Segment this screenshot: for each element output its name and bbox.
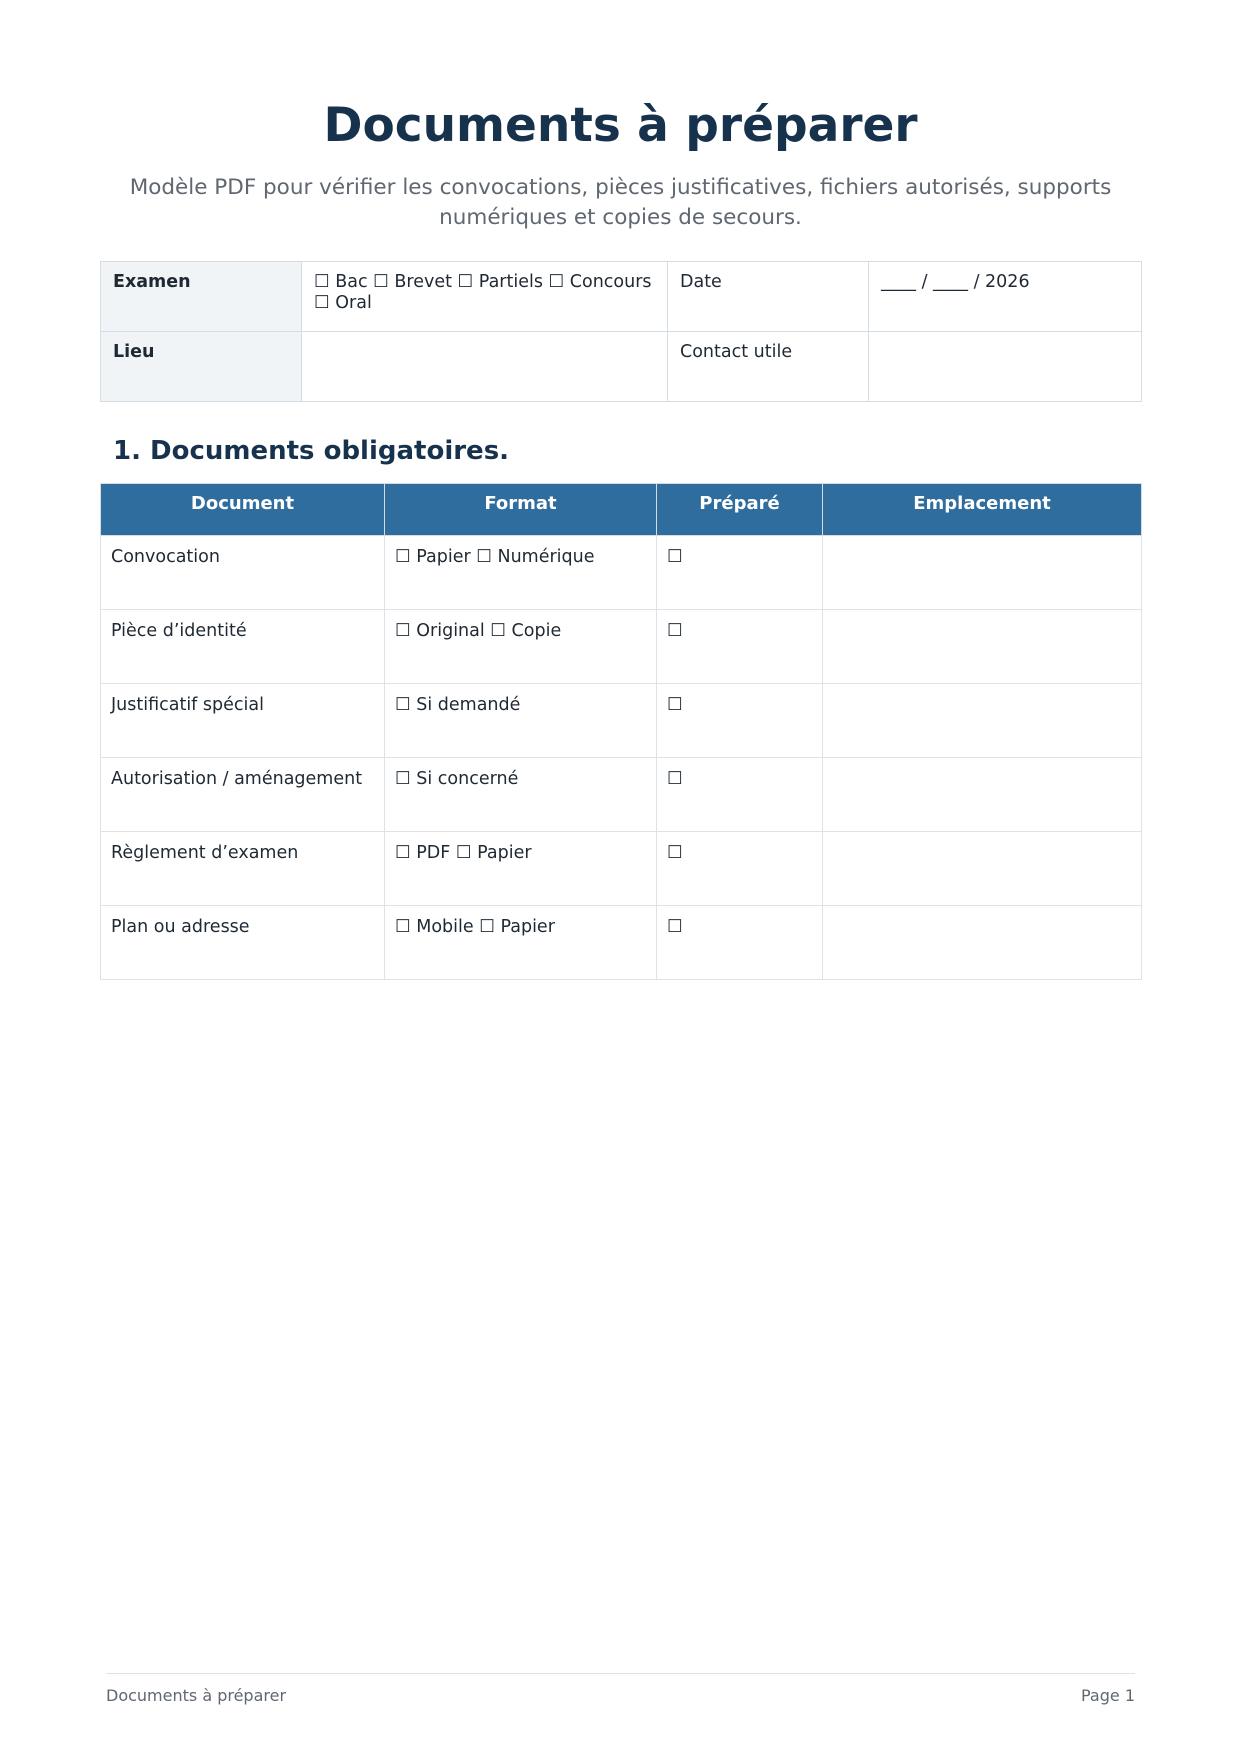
prepared-checkbox[interactable]: ☐ bbox=[657, 536, 823, 610]
document-cell: Plan ou adresse bbox=[101, 906, 385, 980]
contact-field[interactable] bbox=[869, 332, 1142, 402]
location-cell[interactable] bbox=[823, 610, 1142, 684]
column-header-location: Emplacement bbox=[823, 484, 1142, 536]
location-cell[interactable] bbox=[823, 906, 1142, 980]
column-header-prepared: Préparé bbox=[657, 484, 823, 536]
table-row bbox=[101, 684, 1142, 758]
documents-table bbox=[100, 483, 1142, 980]
document-cell: Règlement d’examen bbox=[101, 832, 385, 906]
table-row bbox=[101, 832, 1142, 906]
format-cell[interactable]: ☐ Si concerné bbox=[385, 758, 657, 832]
document-cell: Autorisation / aménagement bbox=[101, 758, 385, 832]
format-cell[interactable]: ☐ Original ☐ Copie bbox=[385, 610, 657, 684]
page-title: Documents à préparer bbox=[323, 98, 918, 153]
date-field[interactable]: ____ / ____ / 2026 bbox=[869, 262, 1142, 332]
location-cell[interactable] bbox=[823, 684, 1142, 758]
exam-options-field[interactable]: ☐ Bac ☐ Brevet ☐ Partiels ☐ Concours ☐ Oral bbox=[302, 262, 668, 332]
document-cell: Justificatif spécial bbox=[101, 684, 385, 758]
exam-info-row bbox=[101, 262, 1142, 332]
location-cell[interactable] bbox=[823, 758, 1142, 832]
column-header-document: Document bbox=[101, 484, 385, 536]
table-row bbox=[101, 536, 1142, 610]
page-subtitle: Modèle PDF pour vérifier les convocations, pièces justificatives, fichiers autorisés, supports numériques et copies de secours. bbox=[129, 175, 1112, 230]
exam-label: Examen bbox=[101, 262, 302, 332]
table-row bbox=[101, 906, 1142, 980]
prepared-checkbox[interactable]: ☐ bbox=[657, 906, 823, 980]
location-cell[interactable] bbox=[823, 832, 1142, 906]
table-row bbox=[101, 610, 1142, 684]
contact-label: Contact utile bbox=[668, 332, 869, 402]
place-field[interactable] bbox=[302, 332, 668, 402]
footer-title: Documents à préparer bbox=[106, 1686, 287, 1705]
section-heading: 1. Documents obligatoires. bbox=[113, 436, 510, 466]
date-label: Date bbox=[668, 262, 869, 332]
format-cell[interactable]: ☐ Papier ☐ Numérique bbox=[385, 536, 657, 610]
exam-info-table bbox=[100, 261, 1142, 402]
footer-divider bbox=[106, 1673, 1135, 1674]
prepared-checkbox[interactable]: ☐ bbox=[657, 758, 823, 832]
prepared-checkbox[interactable]: ☐ bbox=[657, 832, 823, 906]
place-label: Lieu bbox=[101, 332, 302, 402]
prepared-checkbox[interactable]: ☐ bbox=[657, 684, 823, 758]
document-cell: Convocation bbox=[101, 536, 385, 610]
document-cell: Pièce d’identité bbox=[101, 610, 385, 684]
prepared-checkbox[interactable]: ☐ bbox=[657, 610, 823, 684]
column-header-format: Format bbox=[385, 484, 657, 536]
table-header-row bbox=[101, 484, 1142, 536]
location-cell[interactable] bbox=[823, 536, 1142, 610]
format-cell[interactable]: ☐ PDF ☐ Papier bbox=[385, 832, 657, 906]
format-cell[interactable]: ☐ Si demandé bbox=[385, 684, 657, 758]
table-row bbox=[101, 758, 1142, 832]
place-info-row bbox=[101, 332, 1142, 402]
format-cell[interactable]: ☐ Mobile ☐ Papier bbox=[385, 906, 657, 980]
page-number: Page 1 bbox=[1081, 1686, 1135, 1705]
